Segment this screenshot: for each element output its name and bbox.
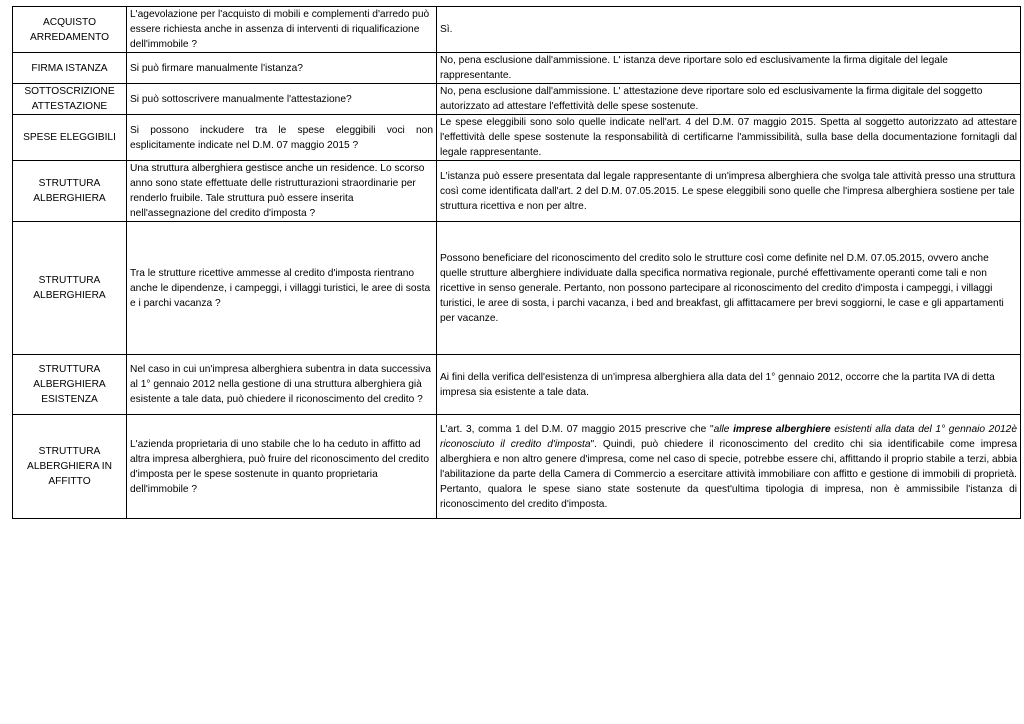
answer-rest: ". Quindi, può chiedere il riconoscimento del credito chi sia identificabile come impresa alberghiera e non altro genere d'impresa, come nel caso di specie, potrebbe essere chi, affittando il proprio stabile a terzi, abbia l'abilitazione da parte della Camera di Commercio a esercitare attività immobiliare con affitto e gestione di immobili di proprietà. Pertanto, qualora le spese siano state sostenute da quest'ultima tipologia di impresa, non è ammissibile l'istanza di riconoscimento del credito d'imposta. [440, 438, 1017, 510]
question-cell: L'agevolazione per l'acquisto di mobili e complementi d'arredo può essere richiesta anche in assenza di interventi di riqualificazione dell'immobile ? [127, 7, 437, 53]
answer-cell: L'istanza può essere presentata dal legale rappresentante di un'impresa alberghiera che svolga tale attività presso una struttura così come identificata dall'art. 2 del D.M. 07.05.2015. Le spese eleggibili sono quelle che l'impresa alberghiera sostiene per tale struttura ricettiva e non per altre. [437, 161, 1021, 222]
question-cell: Una struttura alberghiera gestisce anche un residence. Lo scorso anno sono state effettuate delle ristrutturazioni straordinarie per renderlo fruibile. Tale struttura può essere inserita nell'assegnazione del credito d'imposta ? [127, 161, 437, 222]
table-row [13, 222, 1021, 355]
table-row [13, 415, 1021, 519]
category-cell: STRUTTURA ALBERGHIERA [13, 161, 127, 222]
answer-quote: esistenti alla data del 1° gennaio 2012è riconosciuto il credito d'imposta [440, 423, 1017, 450]
question-cell: Tra le strutture ricettive ammesse al credito d'imposta rientrano anche le dipendenze, i campeggi, i villaggi turistici, le aree di sosta e i parchi vacanza ? [127, 222, 437, 355]
answer-cell: No, pena esclusione dall'ammissione. L' attestazione deve riportare solo ed esclusivamente la firma digitale del soggetto autorizzato ad attestare l'effettività delle spese sostenute. [437, 84, 1021, 115]
table-row [13, 84, 1021, 115]
table-row [13, 53, 1021, 84]
category-cell: STRUTTURA ALBERGHIERA ESISTENZA [13, 355, 127, 415]
question-cell: Nel caso in cui un'impresa alberghiera subentra in data successiva al 1° gennaio 2012 nella gestione di una struttura alberghiera già esistente a tale data, può chiedere il riconoscimento del credito ? [127, 355, 437, 415]
answer-quote-bold: imprese alberghiere [733, 423, 831, 435]
table-row [13, 355, 1021, 415]
answer-cell [437, 415, 1021, 519]
answer-cell: Ai fini della verifica dell'esistenza di un'impresa alberghiera alla data del 1° gennaio 2012, occorre che la partita IVA di detta impresa sia esistente a tale data. [437, 355, 1021, 415]
answer-cell: Sì. [437, 7, 1021, 53]
table-row [13, 161, 1021, 222]
faq-table [12, 6, 1021, 519]
question-cell: Si possono inckudere tra le spese eleggibili voci non esplicitamente indicate nel D.M. 07 maggio 2015 ? [127, 115, 437, 161]
category-cell: STRUTTURA ALBERGHIERA IN AFFITTO [13, 415, 127, 519]
table-row [13, 115, 1021, 161]
category-cell: ACQUISTO ARREDAMENTO [13, 7, 127, 53]
answer-cell: No, pena esclusione dall'ammissione. L' istanza deve riportare solo ed esclusivamente la firma digitale del legale rappresentante. [437, 53, 1021, 84]
category-cell: SPESE ELEGGIBILI [13, 115, 127, 161]
answer-lead: L'art. 3, comma 1 del D.M. 07 maggio 2015 prescrive che " [440, 423, 714, 435]
question-cell: Si può firmare manualmente l'istanza? [127, 53, 437, 84]
answer-quote: alle [713, 423, 734, 435]
category-cell: STRUTTURA ALBERGHIERA [13, 222, 127, 355]
category-cell: FIRMA ISTANZA [13, 53, 127, 84]
answer-cell: Le spese eleggibili sono solo quelle indicate nell'art. 4 del D.M. 07 maggio 2015. Spetta al soggetto autorizzato ad attestare l'effettività delle spese sostenute la responsabilità di certificarne l'ammissibilità, sulla base della documentazione fornitagli dal legale rappresentante. [437, 115, 1021, 161]
category-cell: SOTTOSCRIZIONE ATTESTAZIONE [13, 84, 127, 115]
question-cell: L'azienda proprietaria di uno stabile che lo ha ceduto in affitto ad altra impresa alberghiera, può fruire del riconoscimento del credito d'imposta per le spese sostenute in quanto proprietaria dell'immobile ? [127, 415, 437, 519]
answer-cell: Possono beneficiare del riconoscimento del credito solo le strutture così come definite nel D.M. 07.05.2015, ovvero anche quelle strutture alberghiere individuate dalla specifica normativa regionale, purché effettivamente operanti come tali e non ricettive in senso generale. Pertanto, non possono partecipare al riconoscimento del credito d'imposta i campeggi, i villaggi turistici, le aree di sosta, i parchi vacanza, i bed and breakfast, gli affittacamere per brevi soggiorni, le case e gli appartamenti per vacanze. [437, 222, 1021, 355]
table-row [13, 7, 1021, 53]
question-cell: Si può sottoscrivere manualmente l'attestazione? [127, 84, 437, 115]
